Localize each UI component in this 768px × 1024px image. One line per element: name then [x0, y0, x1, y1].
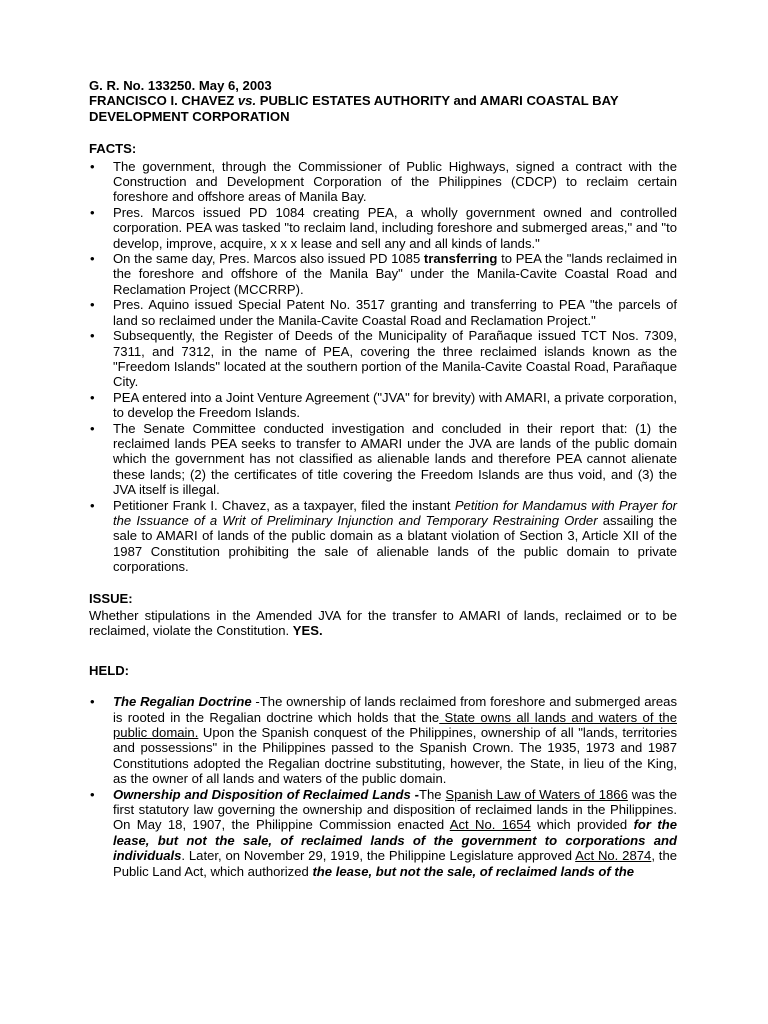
- facts-list: [89, 159, 677, 575]
- list-item: • The Senate Committee conducted investigation and concluded in their report that: (1) the reclaimed lands PEA seeks to transfer to AMARI under the JVA are lands of the public domain which the government has not classified as alienable lands and therefore PEA cannot alienate these lands; (2) the certificates of title covering the Freedom Islands are thus void, and (3) the JVA itself is illegal.: [89, 421, 677, 498]
- list-item: • Subsequently, the Register of Deeds of the Municipality of Parañaque issued TCT Nos. 7309, 7311, and 7312, in the name of PEA, covering the three reclaimed islands known as the "Freedom Islands" located at the southern portion of the Manila-Cavite Coastal Road, Parañaque City.: [89, 328, 677, 390]
- held-title: HELD:: [89, 662, 130, 678]
- facts-title: FACTS:: [89, 141, 137, 157]
- held-list: [89, 694, 677, 879]
- document-page: [89, 78, 677, 879]
- list-item: • On the same day, Pres. Marcos also issued PD 1085 transferring to PEA the "lands reclaimed in the foreshore and offshore of the Manila Bay" under the Manila-Cavite Coastal Road and Reclamation Project (MCCRRP).: [89, 251, 677, 297]
- issue-title: ISSUE:: [89, 590, 133, 606]
- list-item: • Ownership and Disposition of Reclaimed Lands -The Spanish Law of Waters of 1866 was the first statutory law governing the ownership and disposition of reclaimed lands in the Philippines. On May 18, 1907, the Philippine Commission enacted Act No. 1654 which provided for the lease, but not the sale, of reclaimed lands of the government to corporations and individuals. Later, on November 29, 1919, the Philippine Legislature approved Act No. 2874, the Public Land Act, which authorized the lease, but not the sale, of reclaimed lands of the: [89, 787, 677, 879]
- case-title: FRANCISCO I. CHAVEZ vs. PUBLIC ESTATES AUTHORITY and AMARI COASTAL BAY DEVELOPMENT CORPORATION: [89, 93, 619, 124]
- issue-text: Whether stipulations in the Amended JVA for the transfer to AMARI of lands, reclaimed or to be reclaimed, violate the Constitution. YES.: [89, 608, 677, 639]
- list-item: • The government, through the Commissioner of Public Highways, signed a contract with the Construction and Development Corporation of the Philippines (CDCP) to reclaim certain foreshore and offshore areas of Manila Bay.: [89, 159, 677, 205]
- case-number: G. R. No. 133250. May 6, 2003: [89, 78, 272, 93]
- list-item: • Pres. Aquino issued Special Patent No. 3517 granting and transferring to PEA "the parcels of land so reclaimed under the Manila-Cavite Coastal Road and Reclamation Project.": [89, 297, 677, 328]
- list-item: • Pres. Marcos issued PD 1084 creating PEA, a wholly government owned and controlled corporation. PEA was tasked "to reclaim land, including foreshore and submerged areas," and "to develop, improve, acquire, x x x lease and sell any and all kinds of lands.": [89, 205, 677, 251]
- list-item: • Petitioner Frank I. Chavez, as a taxpayer, filed the instant Petition for Mandamus with Prayer for the Issuance of a Writ of Preliminary Injunction and Temporary Restraining Order assailing the sale to AMARI of lands of the public domain as a blatant violation of Section 3, Article XII of the 1987 Constitution prohibiting the sale of alienable lands of the public domain to private corporations.: [89, 498, 677, 575]
- list-item: • The Regalian Doctrine -The ownership of lands reclaimed from foreshore and submerged areas is rooted in the Regalian doctrine which holds that the State owns all lands and waters of the public domain. Upon the Spanish conquest of the Philippines, ownership of all "lands, territories and possessions" in the Philippines passed to the Spanish Crown. The 1935, 1973 and 1987 Constitutions adopted the Regalian doctrine substituting, however, the State, in lieu of the King, as the owner of all lands and waters of the public domain.: [89, 694, 677, 786]
- list-item: • PEA entered into a Joint Venture Agreement ("JVA" for brevity) with AMARI, a private corporation, to develop the Freedom Islands.: [89, 390, 677, 421]
